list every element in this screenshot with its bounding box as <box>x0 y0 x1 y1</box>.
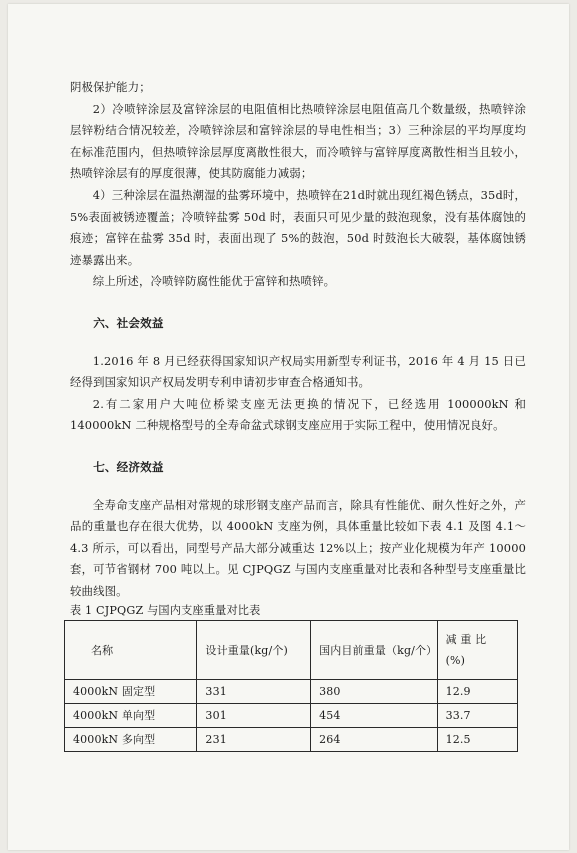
paragraph-summary: 综上所述，冷喷锌防腐性能优于富锌和热喷锌。 <box>92 274 336 289</box>
cell-design: 231 <box>197 728 311 752</box>
header-reduction-line1: 减 重 比 <box>445 633 487 647</box>
section-heading-social: 六、社会效益 <box>93 315 164 330</box>
paragraph-cathodic: 阴极保护能力； <box>70 80 151 94</box>
weight-comparison-table <box>64 620 518 752</box>
header-name: 名称 <box>65 621 197 680</box>
paragraph-weight: 全寿命支座产品相对常规的球形钢支座产品而言，除具有性能优、耐久性好之外，产品的重量也存在很大优势，以 4000kN 支座为例，具体重量比较如下表 4.1 及图 4.1～4.3 所示，可以看出，同型号产品大部分减重达 12%以上；按产业化规模为年产 10000 套，可节省钢材 700 吨以上。见 CJPQGZ 与国内支座重量对比表和各种型号支座重量比较曲线图。 <box>70 497 526 598</box>
cell-domestic: 380 <box>311 680 438 704</box>
paragraph-resistance: 2）冷喷锌涂层及富锌涂层的电阻值相比热喷锌涂层电阻值高几个数量级，热喷锌涂层锌粉结合情况较差，冷喷锌涂层和富锌涂层的导电性相当；3）三种涂层的平均厚度均在标准范围内，但热喷锌涂层厚度离散性很大，而冷喷锌与富锌厚度离散性相当且较小，热喷锌涂层有的厚度很薄，使其防腐能力减弱； <box>70 101 526 181</box>
section-heading-economic: 七、经济效益 <box>93 459 164 474</box>
spacer <box>70 293 526 313</box>
cell-design: 301 <box>197 704 311 728</box>
cell-design: 331 <box>197 680 311 704</box>
cell-reduction: 33.7 <box>437 704 517 728</box>
cell-reduction: 12.5 <box>437 728 517 752</box>
table-header-row <box>65 621 518 680</box>
cell-domestic: 264 <box>311 728 438 752</box>
paragraph-salt-spray: 4）三种涂层在温热潮湿的盐雾环境中，热喷锌在21d时就出现红褐色锈点，35d时，5%表面被锈迹覆盖；冷喷锌盐雾 50d 时，表面只可见少量的鼓泡现象，没有基体腐蚀的痕迹；富锌在盐雾 35d 时，表面出现了 5%的鼓泡，50d 时鼓泡长大破裂，基体腐蚀锈迹暴露出来。 <box>70 187 526 267</box>
header-reduction-line2: (%) <box>445 654 466 668</box>
cell-name: 4000kN 单向型 <box>65 704 197 728</box>
cell-reduction: 12.9 <box>437 680 517 704</box>
table-row <box>65 728 518 752</box>
table-title: 表 1 CJPQGZ 与国内支座重量对比表 <box>70 604 261 618</box>
spacer <box>70 479 526 495</box>
cell-name: 4000kN 固定型 <box>65 680 197 704</box>
cell-domestic: 454 <box>311 704 438 728</box>
cell-name: 4000kN 多向型 <box>65 728 197 752</box>
header-domestic-weight: 国内目前重量（kg/个） <box>311 621 438 680</box>
paragraph-users: 2.有二家用户大吨位桥梁支座无法更换的情况下，已经选用 100000kN 和 140000kN 二种规格型号的全寿命盆式球钢支座应用于实际工程中，使用情况良好。 <box>70 396 526 433</box>
header-reduction <box>437 621 517 680</box>
spacer <box>70 335 526 351</box>
page-content <box>70 77 526 752</box>
table-row <box>65 704 518 728</box>
table-row <box>65 680 518 704</box>
header-design-weight: 设计重量(kg/个) <box>197 621 311 680</box>
spacer <box>70 437 526 457</box>
paragraph-patent: 1.2016 年 8 月已经获得国家知识产权局实用新型专利证书，2016 年 4 月 15 日已经得到国家知识产权局发明专利申请初步审查合格通知书。 <box>70 353 526 390</box>
document-page <box>8 4 569 850</box>
